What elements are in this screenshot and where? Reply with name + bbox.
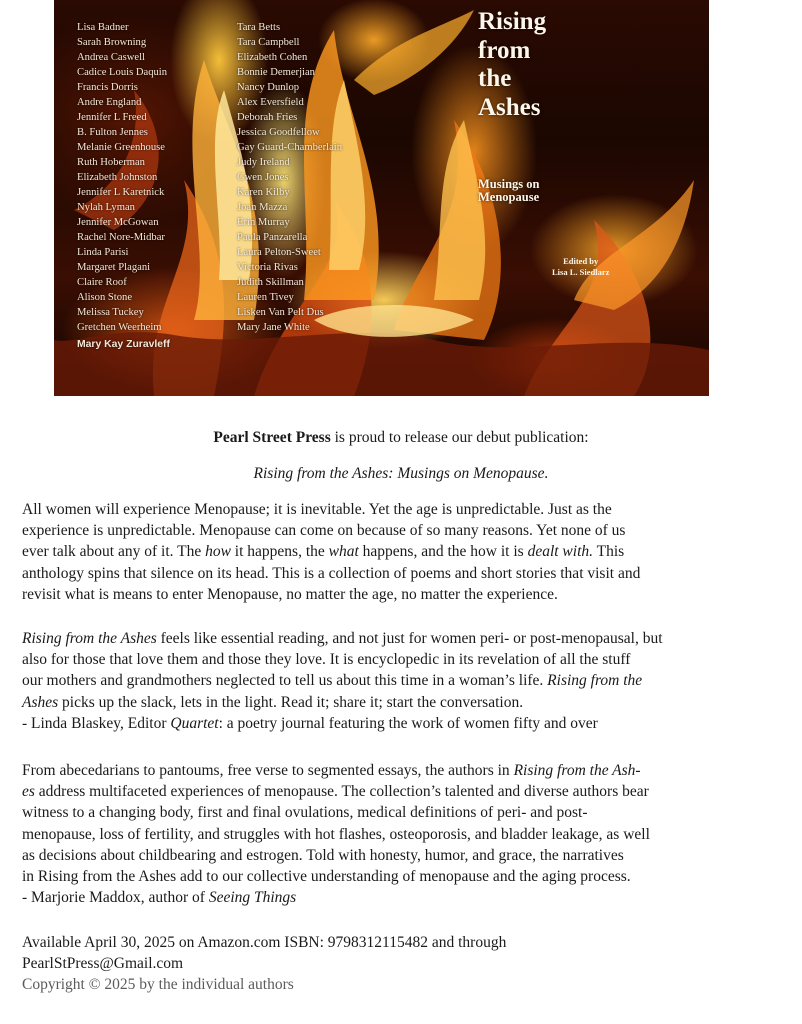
author-name: Margaret Plagani	[77, 262, 151, 273]
author-name: Rachel Nore-Midbar	[77, 232, 165, 243]
announcement-line	[0, 429, 802, 447]
author-name: Alex Eversfield	[237, 97, 304, 108]
author-name: Jennifer L Karetnick	[77, 187, 165, 198]
author-name: Victoria Rivas	[237, 262, 298, 273]
author-name: Karen Kilby	[237, 187, 290, 198]
paragraph-line: anthology spins that silence on its head. This is a collection of poems and short stories that visit and	[22, 564, 641, 582]
edited-by-label: Edited by	[563, 256, 599, 266]
author-name: Bonnie Demerjian	[237, 67, 315, 78]
availability-info	[22, 932, 790, 996]
author-name: Laura Pelton-Sweet	[237, 247, 321, 258]
author-name: Erin Murray	[237, 217, 290, 228]
cover-title-line: Ashes	[478, 93, 541, 121]
cover-title-line: from	[478, 36, 531, 64]
author-name: Gay Guard-Chamberlain	[237, 142, 343, 153]
author-name: Andre England	[77, 97, 142, 108]
author-name: Nancy Dunlop	[237, 82, 300, 93]
book-title: Rising from the Ashes: Musings on Menopause.	[253, 465, 549, 482]
editor-name: Lisa L. Siedlarz	[552, 267, 610, 277]
author-name: Ruth Hoberman	[77, 157, 145, 168]
maddox-review	[22, 760, 790, 908]
paragraph-line: All women will experience Menopause; it is inevitable. Yet the age is unpredictable. Just as the	[22, 501, 612, 518]
paragraph-line: es address multifaceted experiences of menopause. The collection’s talented and diverse authors bear	[22, 783, 649, 801]
author-name: Linda Parisi	[77, 247, 129, 258]
cover-title	[478, 8, 546, 122]
paragraph-line: as decisions about childbearing and estrogen. Told with honesty, humor, and grace, the narratives	[22, 846, 624, 864]
author-name: B. Fulton Jennes	[77, 127, 148, 138]
paragraph-line: Ashes picks up the slack, lets in the light. Read it; share it; start the conversation.	[22, 693, 524, 711]
blaskey-review	[22, 628, 790, 734]
author-list-right	[237, 20, 342, 335]
author-name: Andrea Caswell	[77, 52, 145, 63]
author-name: Elizabeth Cohen	[237, 52, 308, 63]
press-name: Pearl Street Press	[213, 429, 331, 446]
cover-title-line: the	[478, 65, 512, 92]
copyright-notice: Copyright © 2025 by the individual authors	[22, 976, 294, 994]
author-name: Lisa Badner	[77, 22, 129, 33]
author-name: Sarah Browning	[77, 37, 147, 48]
paragraph-line: Rising from the Ashes feels like essential reading, and not just for women peri- or post-menopausal, but	[22, 630, 663, 647]
book-cover-image	[54, 0, 709, 396]
author-name: Alison Stone	[77, 292, 133, 303]
paragraph-line: From abecedarians to pantoums, free verse to segmented essays, the authors in Rising from the Ash-	[22, 762, 641, 779]
author-name: Melanie Greenhouse	[77, 142, 165, 153]
author-name: Gwen Jones	[237, 172, 289, 183]
author-name: Elizabeth Johnston	[77, 172, 158, 183]
author-name: Claire Roof	[77, 277, 127, 288]
paragraph-line: revisit what is means to enter Menopause, no matter the age, no matter the experience.	[22, 585, 558, 603]
author-name: Lisken Van Pelt Dus	[237, 307, 324, 318]
paragraph-line: our mothers and grandmothers neglected to tell us about this time in a woman’s life. Rising from the	[22, 672, 643, 690]
author-name: Tara Betts	[237, 22, 281, 33]
intro-paragraph	[22, 499, 790, 605]
book-title-line	[0, 465, 802, 483]
author-name: Jennifer McGowan	[77, 217, 159, 228]
review-attribution: - Linda Blaskey, Editor Quartet: a poetry journal featuring the work of women fifty and over	[22, 714, 598, 732]
author-name: Cadice Louis Daquin	[77, 67, 168, 78]
author-name: Judith Skillman	[237, 277, 304, 288]
author-name: Tara Campbell	[237, 37, 300, 48]
paragraph-line: in Rising from the Ashes add to our collective understanding of menopause and the aging process.	[22, 868, 631, 886]
availability-line: Available April 30, 2025 on Amazon.com ISBN: 9798312115482 and through	[22, 934, 507, 951]
author-name: Joan Mazza	[237, 202, 288, 213]
author-name: Nylah Lyman	[77, 202, 135, 213]
author-name: Judy Ireland	[237, 157, 290, 168]
contact-email: PearlStPress@Gmail.com	[22, 955, 184, 973]
author-name: Mary Jane White	[237, 322, 310, 333]
cover-subtitle-line: Menopause	[478, 190, 540, 204]
author-name: Melissa Tuckey	[77, 307, 144, 318]
cover-subtitle	[478, 178, 539, 204]
author-name: Mary Kay Zuravleff	[77, 339, 170, 350]
paragraph-line: menopause, loss of fertility, and struggles with hot flashes, osteoporosis, and bladder leakage, as well	[22, 825, 650, 843]
author-name: Deborah Fries	[237, 112, 298, 123]
author-name: Jennifer L Freed	[77, 112, 147, 123]
author-name: Lauren Tivey	[237, 292, 294, 303]
cover-title-line: Rising	[478, 8, 547, 35]
editor-credit	[552, 256, 609, 278]
paragraph-line: witness to a changing body, first and final ovulations, medical definitions of peri- and post-	[22, 804, 588, 822]
cover-subtitle-line: Musings on	[478, 177, 540, 191]
announcement-text: is proud to release our debut publication:	[330, 429, 589, 446]
paragraph-line: experience is unpredictable. Menopause can come on because of so many reasons. Yet none of us	[22, 522, 626, 540]
author-name: Jessica Goodfellow	[237, 127, 320, 138]
author-name: Francis Dorris	[77, 82, 138, 93]
author-name: Gretchen Weerheim	[77, 322, 162, 333]
paragraph-line: also for those that love them and those they love. It is encyclopedic in its revelation of all the stuff	[22, 651, 631, 669]
review-attribution: - Marjorie Maddox, author of Seeing Things	[22, 889, 297, 907]
author-name: Paula Panzarella	[237, 232, 308, 243]
author-list-left	[77, 20, 170, 352]
paragraph-line: ever talk about any of it. The how it happens, the what happens, and the how it is dealt with. This	[22, 543, 625, 561]
